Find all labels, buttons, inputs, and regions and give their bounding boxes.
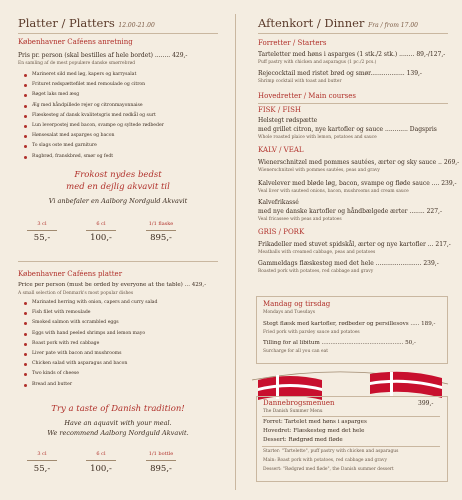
list-item: Lun leverpostej med bacon, svampe og syltede rødbeder [32,123,164,128]
table2-rule [146,460,176,461]
list-item: Liver pate with bacon and mushrooms [32,351,122,356]
monday-line: Stegt flæsk med kartofler, rødbeder og persillesovs ..... 189,- [263,321,436,327]
table2-value: 895,- [150,464,172,474]
list-item: Chicken salad with asparagus and bacon [32,361,128,367]
table1-header: 6 cl [96,221,106,227]
divider [258,33,448,34]
fish-heading: FISK / FISH [258,106,301,114]
pork-sub: Roasted pork with potatoes, red cabbage and gravy [258,269,374,274]
list-item: Æg med håndpillede rejer og citronmayonnaise [32,102,143,108]
platter-note: A small selection of Denmark's most popular dishes [18,291,134,296]
bullet-icon [24,125,27,128]
veal-line: Kalvelever med bløde løg, bacon, svampe og fløde sauce .... 239,- [258,180,457,187]
table1-header: 3 cl [37,221,47,227]
dinner-hours: Fra / from 17.00 [368,22,418,29]
dinner-title: Aftenkort / Dinner Fra / from 17.00 [258,16,418,30]
promo-dk-line1: Frokost nydes bedst [74,170,162,180]
anretning-price: Pris pr. person (skal bestilles af hele bordet) ........ 429,- [18,52,188,59]
veal-line: Wienerschnitzel med pommes sautées, ærter og sky sauce .. 269,- [258,159,460,166]
bullet-icon [24,363,27,366]
bullet-icon [24,302,27,305]
danne-en: Starter: "Tartelette", puff pastry with chicken and asparagus [263,449,399,454]
table2-header: 1/1 bottle [148,451,174,457]
flag-cross [390,372,393,396]
table1-value: 895,- [150,233,172,243]
table2-header: 3 cl [37,451,47,457]
monday-sub: Mondays and Tuesdays [263,310,315,315]
column-divider [235,14,236,490]
veal-sub: Veal liver with sauteed onions, bacon, mushrooms and cream sauce [258,189,409,194]
starter-line: Rejecocktail med ristet brød og smør.................. 139,- [258,70,422,77]
bullet-icon [24,145,27,148]
list-item: Frituret rødspættefilet med remoulade og citron [32,82,146,88]
platters-title: Platter / Platters 12.00-21.00 [18,16,155,30]
danne-sub: The Danish Summer Menu [263,409,323,414]
bullet-icon [24,322,27,325]
bullet-icon [24,74,27,77]
pork-line: Frikadeller med stuvet spidskål, ærter og nye kartofler ... 217,- [258,241,451,248]
bullet-icon [24,343,27,346]
divider [258,103,448,104]
promo-dk-line2: med en dejlig akvavit til [66,182,170,192]
table2-value: 100,- [90,464,112,474]
table1-value: 55,- [33,233,51,243]
fish-sub: Whole roasted plaice with lemon, potatoes and sauce [258,135,377,140]
danne-en: Main: Roast pork with potatoes, red cabbage and gravy [263,458,388,463]
table2-value: 55,- [33,464,51,474]
list-item: Roast pork with red cabbage [32,340,100,346]
table1-value: 100,- [90,233,112,243]
pork-line: Gammeldags flæskesteg med det hele ........................ 239,- [258,260,439,267]
monday-item-sub: Fried pork with parsley sauce and potatoes [263,330,360,335]
veal-sub: Wienerschnitzel with pommes sautées, peas and gravy [258,168,380,173]
list-item: Smoked salmon with scrambled eggs [32,320,119,326]
promo-en-line1: Try a taste of Danish tradition! [51,404,185,414]
promo-en-line3: We recommend Aalborg Nordguld Akvavit. [47,429,189,437]
bullet-icon [24,156,27,159]
table1-rule [146,230,176,231]
list-item: Two kinds of cheese [32,371,79,377]
table2-rule [27,460,57,461]
starter-sub: Shrimp cocktail with toast and butter [258,79,342,84]
monday-heading: Mandag og tirsdag [263,300,331,308]
danne-price: 399,- [418,400,434,407]
list-item: To slags oste med garniture [32,143,97,149]
main-courses-heading: Hovedretter / Main courses [258,92,356,100]
list-item: Bread and butter [32,381,73,387]
starter-line: Tarteletter med høns i asparges (1 stk./2 stk.) ........ 89,-/127,- [258,51,446,58]
platter-heading: Københavner Caféens platter [18,270,123,278]
pork-heading: GRIS / PORK [258,228,305,236]
promo-en-line2: Have an aquavit with your meal. [64,419,172,427]
bullet-icon [24,105,27,108]
anretning-heading: Københavner Caféens anretning [18,38,133,46]
fish-line: Helstegt rødspætte [258,117,318,124]
table2-rule [86,460,116,461]
starters-heading: Forretter / Starters [258,39,327,47]
starter-sub: Puff pastry with chicken and asparagus (1 pc./2 pcs.) [258,60,377,65]
bullet-icon [24,373,27,376]
bullet-icon [24,84,27,87]
danne-course: Forret: Tartelet med høns i asparges [263,419,367,425]
list-item: Rugbrød, franskbrød, smør og fedt [32,153,114,159]
list-item: Røget laks med æsg [32,92,80,98]
list-item: Marineret sild med løg, kapers og karrysalat [32,72,137,77]
veal-line: med nye danske kartofler og håndbælgede ærter ........ 227,- [258,208,442,215]
list-item: Marinated herring with onion, capers and curry salad [32,300,158,305]
bullet-icon [24,333,27,336]
veal-sub: Veal fricassee with peas and potatoes [258,217,342,222]
monday-item-sub: Surcharge for all you can eat [263,349,328,354]
list-item: Flæskesteg af dansk kvalitetsgris med rødkål og surt [32,112,156,118]
promo-dk-line3: Vi anbefaler en Aalborg Nordguld Akvavit [48,197,188,205]
divider [18,33,218,34]
fish-line: med grillet citron, nye kartofler og sauce ............ Dagspris [258,126,437,133]
danne-heading: Dannebrogsmenuen [263,399,335,407]
table2-header: 6 cl [96,451,106,457]
table1-rule [86,230,116,231]
bullet-icon [24,115,27,118]
divider [262,446,440,447]
danne-en: Dessert: "Rødgrød med fløde", the Danish summer dessert [263,467,394,472]
bullet-icon [24,135,27,138]
list-item: Fish filet with remoulade [32,310,91,316]
bullet-icon [24,353,27,356]
anretning-note: En samling af de mest populære danske smørrebrød [18,61,136,66]
danne-course: Dessert: Rødgrød med fløde [263,437,343,443]
list-item: Eggs with hand peeled shrimps and lemon mayo [32,330,146,336]
table1-rule [27,230,57,231]
divider [262,416,440,417]
bullet-icon [24,312,27,315]
veal-heading: KALV / VEAL [258,146,304,154]
veal-line: Kalvefrikassé [258,199,299,206]
bullet-icon [24,384,27,387]
platter-price: Price per person (must be orded by everyone at the table) ... 429,- [18,282,207,288]
platters-hours: 12.00-21.00 [118,22,155,29]
danne-course: Hovedret: Flæskesteg med det hele [263,428,365,434]
bullet-icon [24,94,27,97]
divider [18,261,218,262]
table1-header: 1/1 flaske [148,221,174,227]
pork-sub: Meatballs with creamed cabbage, peas and potatoes [258,250,376,255]
monday-line: Tilling for al libitum .............................................. 50,- [263,340,416,346]
list-item: Hønsesalat med asparges og bacon [32,133,115,139]
